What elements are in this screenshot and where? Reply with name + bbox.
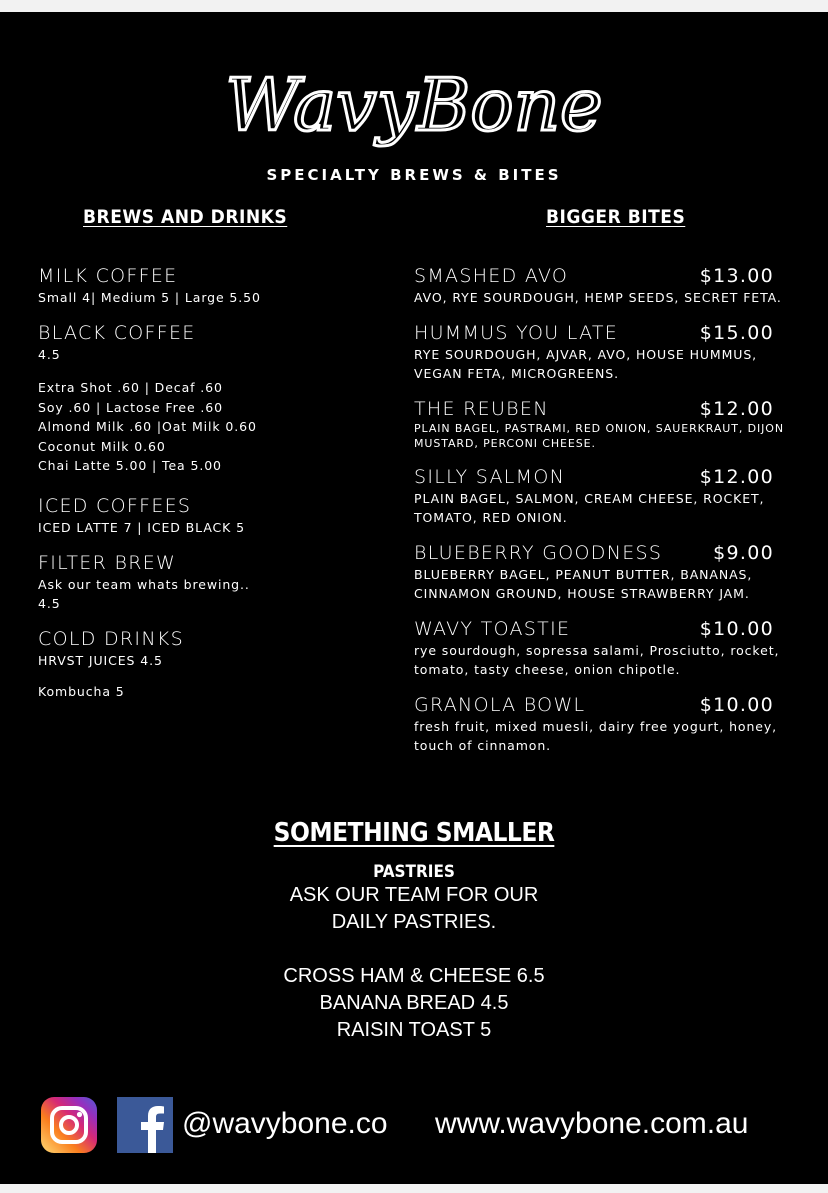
- bite-item: [414, 397, 794, 451]
- pastry-line-spacer: [0, 936, 828, 963]
- drink-name: MILK COFFEE: [38, 265, 178, 287]
- bite-name: HUMMUS YOU LATE: [414, 322, 619, 344]
- bite-price: $15.00: [699, 322, 774, 344]
- bite-item: [414, 264, 794, 307]
- drink-item: [38, 494, 368, 537]
- bite-name: THE REUBEN: [414, 398, 549, 420]
- pastry-line: DAILY PASTRIES.: [331, 911, 497, 933]
- menu-page: [0, 12, 828, 1184]
- drink-name: ICED COFFEES: [38, 494, 192, 517]
- bite-desc: fresh fruit, mixed muesli, dairy free yogurt, honey, touch of cinnamon.: [414, 719, 778, 753]
- drink-item: [38, 627, 368, 670]
- facebook-icon[interactable]: [117, 1097, 173, 1153]
- bite-name: WAVY TOASTIE: [414, 618, 571, 640]
- drink-desc: Small 4| Medium 5 | Large 5.50: [38, 290, 261, 305]
- bite-desc: RYE SOURDOUGH, AJVAR, AVO, HOUSE HUMMUS, VEGAN FETA, MICROGREENS.: [414, 347, 758, 381]
- drink-item: [38, 551, 368, 613]
- bite-item: [414, 321, 794, 383]
- smaller-section: [0, 818, 828, 1044]
- bite-price: $9.00: [713, 542, 774, 564]
- footer: [40, 1097, 800, 1157]
- drink-name: BLACK COFFEE: [38, 322, 196, 344]
- social-handle-link[interactable]: @wavybone.co: [182, 1107, 388, 1140]
- extras-line: Coconut Milk 0.60: [38, 438, 166, 454]
- instagram-icon[interactable]: [41, 1097, 97, 1153]
- bite-price: $12.00: [699, 398, 774, 420]
- extras-line: Soy .60 | Lactose Free .60: [38, 399, 223, 415]
- bite-item: [414, 465, 794, 527]
- bite-desc: PLAIN BAGEL, SALMON, CREAM CHEESE, ROCKET, TOMATO, RED ONION.: [414, 491, 765, 525]
- bite-desc: rye sourdough, sopressa salami, Prosciutto, rocket, tomato, tasty cheese, onion chipotle.: [414, 643, 780, 677]
- bite-price: $10.00: [699, 618, 774, 640]
- bite-desc: AVO, RYE SOURDOUGH, HEMP SEEDS, SECRET FETA.: [414, 290, 782, 305]
- bite-name: GRANOLA BOWL: [414, 694, 586, 716]
- drink-desc: Ask our team whats brewing..: [38, 576, 250, 592]
- extras-line: Extra Shot .60 | Decaf .60: [38, 380, 223, 395]
- bite-item: [414, 617, 794, 679]
- bite-price: $10.00: [699, 694, 774, 716]
- drink-item: [38, 264, 368, 307]
- drink-desc: 4.5: [38, 347, 61, 362]
- drinks-section-title: BREWS AND DRINKS: [83, 206, 288, 228]
- website-link[interactable]: www.wavybone.com.au: [435, 1107, 749, 1140]
- bite-name: SMASHED AVO: [414, 265, 569, 287]
- extras-line: Almond Milk .60 |Oat Milk 0.60: [38, 419, 257, 434]
- drink-name: FILTER BREW: [38, 551, 177, 574]
- pastry-line: ASK OUR TEAM FOR OUR: [289, 884, 539, 906]
- drink-name: COLD DRINKS: [38, 627, 184, 650]
- tagline: SPECIALTY BREWS & BITES: [266, 166, 562, 184]
- drink-desc: HRVST JUICES 4.5: [38, 652, 163, 668]
- kombucha-item: Kombucha 5: [38, 683, 125, 699]
- drink-desc: ICED LATTE 7 | ICED BLACK 5: [38, 519, 245, 535]
- bite-name: SILLY SALMON: [414, 466, 566, 488]
- bite-item: [414, 541, 794, 603]
- pastries-label: PASTRIES: [373, 862, 455, 882]
- drink-desc: 4.5: [38, 595, 61, 611]
- extras-list: [38, 378, 368, 476]
- bite-desc: BLUEBERRY BAGEL, PEANUT BUTTER, BANANAS, CINNAMON GROUND, HOUSE STRAWBERRY JAM.: [414, 567, 753, 601]
- extras-line: Chai Latte 5.00 | Tea 5.00: [38, 458, 222, 473]
- brand-logo: [0, 42, 828, 172]
- bites-section-title: BIGGER BITES: [546, 206, 686, 228]
- pastry-line: CROSS HAM & CHEESE 6.5: [283, 965, 545, 987]
- bite-price: $12.00: [699, 466, 774, 488]
- bite-desc: PLAIN BAGEL, PASTRAMI, RED ONION, SAUERKRAUT, DIJON MUSTARD, PERCONI CHEESE.: [414, 422, 784, 450]
- pastry-line: RAISIN TOAST 5: [336, 1019, 492, 1041]
- drinks-column: [38, 264, 368, 699]
- pastry-line: BANANA BREAD 4.5: [319, 992, 509, 1014]
- bite-price: $13.00: [699, 265, 774, 287]
- bites-column: [414, 264, 794, 769]
- bite-name: BLUEBERRY GOODNESS: [414, 542, 663, 564]
- bite-item: [414, 693, 794, 755]
- smaller-section-title: SOMETHING SMALLER: [273, 818, 555, 848]
- brand-logo-text: WavyBone: [225, 63, 603, 147]
- drink-item: [38, 321, 368, 364]
